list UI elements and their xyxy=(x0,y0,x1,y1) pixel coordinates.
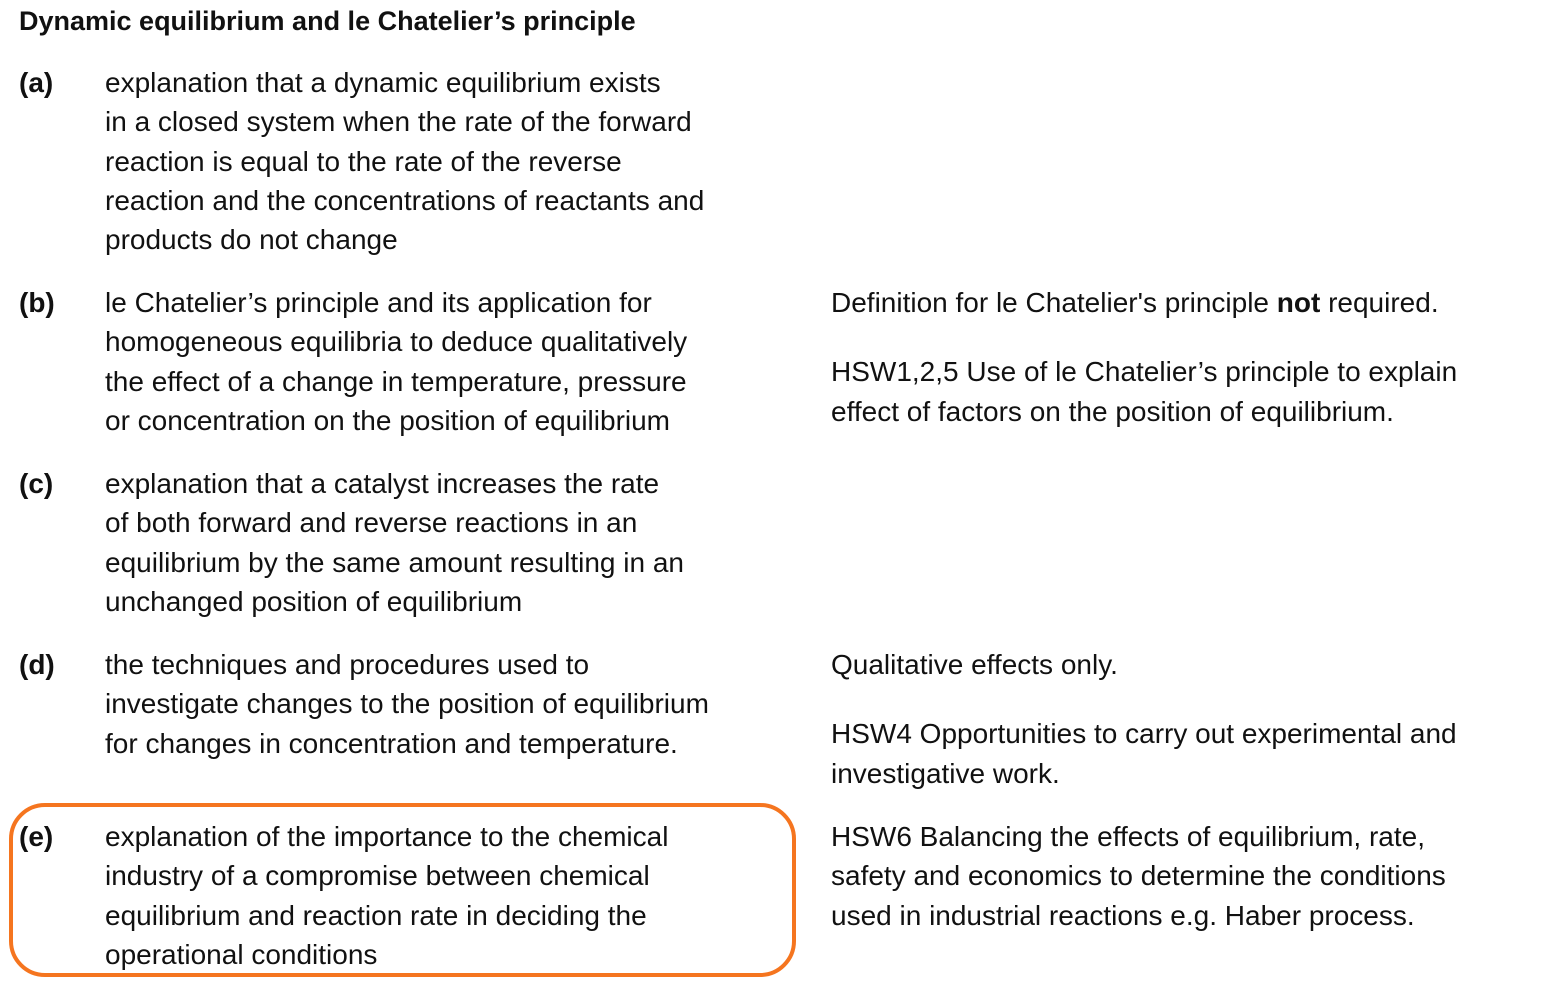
guidance-line: safety and economics to determine the conditions xyxy=(831,860,1446,892)
description-line: le Chatelier’s principle and its application for xyxy=(105,287,652,318)
description-line: homogeneous equilibria to deduce qualitatively xyxy=(105,326,688,358)
item-letter: (d) xyxy=(19,649,55,680)
guidance-text: Definition for le Chatelier's principle xyxy=(831,287,1277,318)
guidance-line: used in industrial reactions e.g. Haber process. xyxy=(831,899,1415,931)
guidance-line: HSW4 Opportunities to carry out experimental and xyxy=(831,718,1457,750)
item-guidance xyxy=(831,645,1541,793)
item-guidance xyxy=(831,817,1541,935)
item-description xyxy=(105,464,805,621)
guidance-text: required. xyxy=(1320,287,1439,318)
description-line: in a closed system when the rate of the forward xyxy=(105,106,692,138)
spec-item-b xyxy=(0,283,1558,443)
guidance-line: investigative work. xyxy=(831,757,1060,789)
description-line: investigate changes to the position of equilibrium xyxy=(105,688,709,720)
guidance-emphasis: not xyxy=(1276,287,1321,318)
description-line: equilibrium and reaction rate in deciding the xyxy=(105,899,647,931)
description-line: the techniques and procedures used to xyxy=(105,649,590,680)
item-description xyxy=(105,63,805,259)
item-letter: (a) xyxy=(19,67,54,98)
guidance-paragraph xyxy=(831,352,1541,431)
guidance-line: Qualitative effects only. xyxy=(831,649,1118,680)
description-line: equilibrium by the same amount resulting in an xyxy=(105,546,684,578)
spec-item-c xyxy=(0,464,1558,624)
description-line: unchanged position of equilibrium xyxy=(105,585,523,617)
description-line: reaction and the concentrations of reactants and xyxy=(105,184,705,216)
description-line: of both forward and reverse reactions in an xyxy=(105,507,638,539)
guidance-line: effect of factors on the position of equilibrium. xyxy=(831,395,1394,427)
spec-item-d xyxy=(0,645,1558,795)
highlight-box xyxy=(9,803,796,977)
guidance-paragraph xyxy=(831,645,1541,684)
description-line: products do not change xyxy=(105,224,398,256)
item-guidance xyxy=(831,283,1541,431)
description-line: or concentration on the position of equilibrium xyxy=(105,404,671,436)
item-letter: (c) xyxy=(19,468,54,499)
description-line: the effect of a change in temperature, pressure xyxy=(105,365,687,397)
page-title: Dynamic equilibrium and le Chatelier’s principle xyxy=(19,6,636,36)
guidance-paragraph xyxy=(831,283,1541,322)
description-line: explanation that a dynamic equilibrium exists xyxy=(105,67,661,98)
description-line: industry of a compromise between chemical xyxy=(105,860,650,892)
description-line: operational conditions xyxy=(105,938,378,970)
spec-item-a xyxy=(0,63,1558,263)
item-letter: (b) xyxy=(19,287,55,318)
description-line: explanation of the importance to the chemical xyxy=(105,821,669,852)
guidance-line xyxy=(831,283,1541,322)
guidance-line: HSW6 Balancing the effects of equilibrium, rate, xyxy=(831,821,1426,852)
description-line: for changes in concentration and temperature. xyxy=(105,727,678,759)
guidance-paragraph xyxy=(831,714,1541,793)
item-description xyxy=(105,645,805,763)
description-line: explanation that a catalyst increases the rate xyxy=(105,468,660,499)
item-description xyxy=(105,283,805,440)
description-line: reaction is equal to the rate of the reverse xyxy=(105,145,622,177)
guidance-line: HSW1,2,5 Use of le Chatelier’s principle to explain xyxy=(831,356,1458,388)
item-letter: (e) xyxy=(19,821,54,852)
